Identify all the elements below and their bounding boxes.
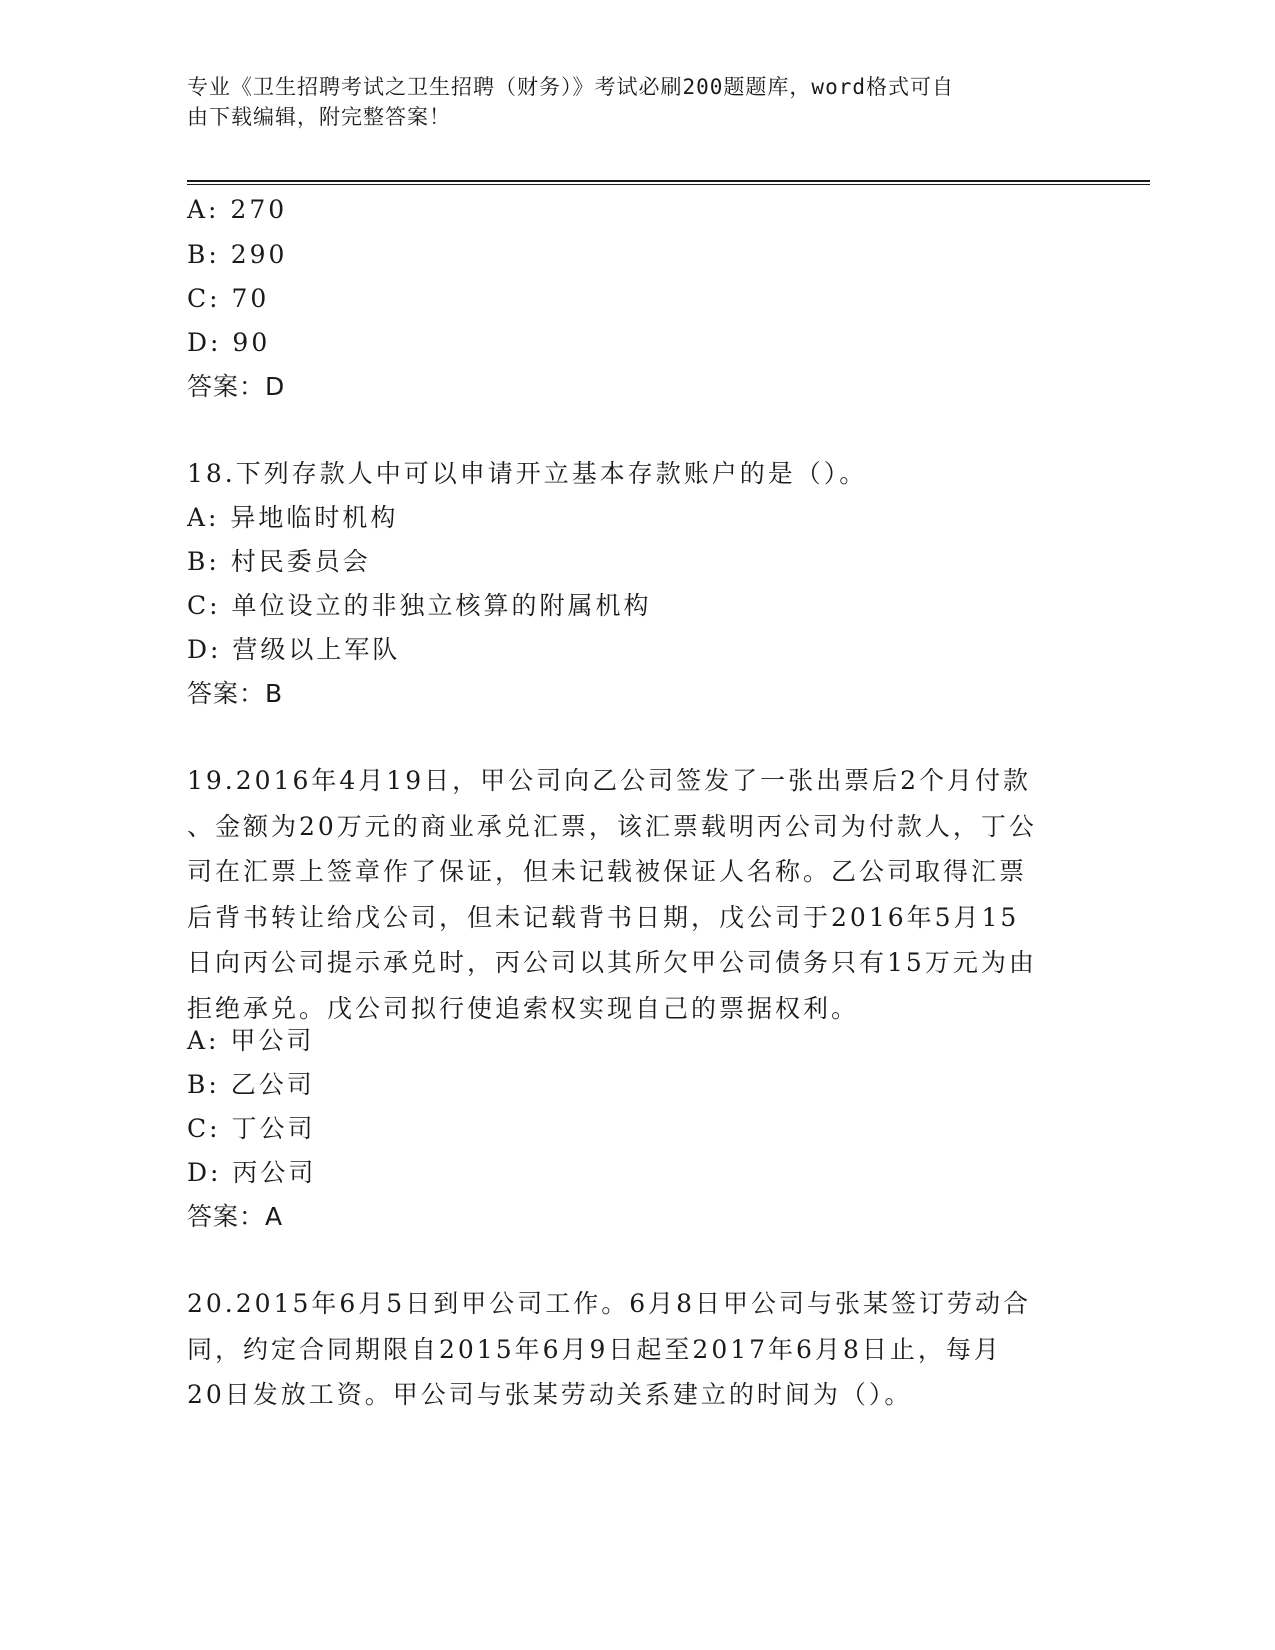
q17-option-c: C: 70 <box>187 284 270 313</box>
q19-option-c: C: 丁公司 <box>187 1114 316 1143</box>
q19-option-d: D: 丙公司 <box>187 1158 317 1187</box>
q18-option-a: A: 异地临时机构 <box>187 503 399 532</box>
q20-stem-line: 20.2015年6月5日到甲公司工作。6月8日甲公司与张某签订劳动合 <box>187 1289 1032 1318</box>
header-divider-thin <box>187 184 1150 185</box>
q20-stem-line: 同，约定合同期限自2015年6月9日起至2017年6月8日止，每月 <box>187 1334 1002 1364</box>
q18-option-d: D: 营级以上军队 <box>187 635 401 664</box>
q17-answer: 答案：D <box>187 372 286 401</box>
q17-option-d: D: 90 <box>187 328 271 357</box>
q19-stem-line: 19.2016年4月19日，甲公司向乙公司签发了一张出票后2个月付款 <box>187 766 1032 795</box>
q19-stem-line: 、金额为20万元的商业承兑汇票，该汇票载明丙公司为付款人，丁公 <box>187 811 1037 841</box>
q18-option-c: C: 单位设立的非独立核算的附属机构 <box>187 591 652 620</box>
q19-answer: 答案：A <box>187 1202 284 1231</box>
q18-stem: 18.下列存款人中可以申请开立基本存款账户的是（）。 <box>187 459 868 488</box>
q20-stem <box>187 1281 1067 1418</box>
document-header <box>187 72 1067 132</box>
q18-answer: 答案：B <box>187 679 284 708</box>
q19-option-b: B: 乙公司 <box>187 1070 315 1099</box>
header-line-1: 专业《卫生招聘考试之卫生招聘（财务）》考试必刷200题题库，word格式可自 <box>187 75 954 99</box>
q19-option-a: A: 甲公司 <box>187 1026 315 1055</box>
header-line-2: 由下载编辑，附完整答案！ <box>187 105 451 129</box>
header-divider-thick <box>187 180 1150 182</box>
q18-option-b: B: 村民委员会 <box>187 547 371 576</box>
q19-stem <box>187 758 1067 1031</box>
q17-option-a: A: 270 <box>187 195 288 224</box>
q19-stem-line: 司在汇票上签章作了保证，但未记载被保证人名称。乙公司取得汇票 <box>187 857 1028 886</box>
q20-stem-line: 20日发放工资。甲公司与张某劳动关系建立的时间为（）。 <box>187 1380 913 1409</box>
q19-stem-line: 拒绝承兑。戊公司拟行使追索权实现自己的票据权利。 <box>187 993 860 1023</box>
q19-stem-line: 后背书转让给戊公司，但未记载背书日期，戊公司于2016年5月15 <box>187 902 1020 932</box>
q17-option-b: B: 290 <box>187 240 288 269</box>
q19-stem-line: 日向丙公司提示承兑时，丙公司以其所欠甲公司债务只有15万元为由 <box>187 948 1037 977</box>
